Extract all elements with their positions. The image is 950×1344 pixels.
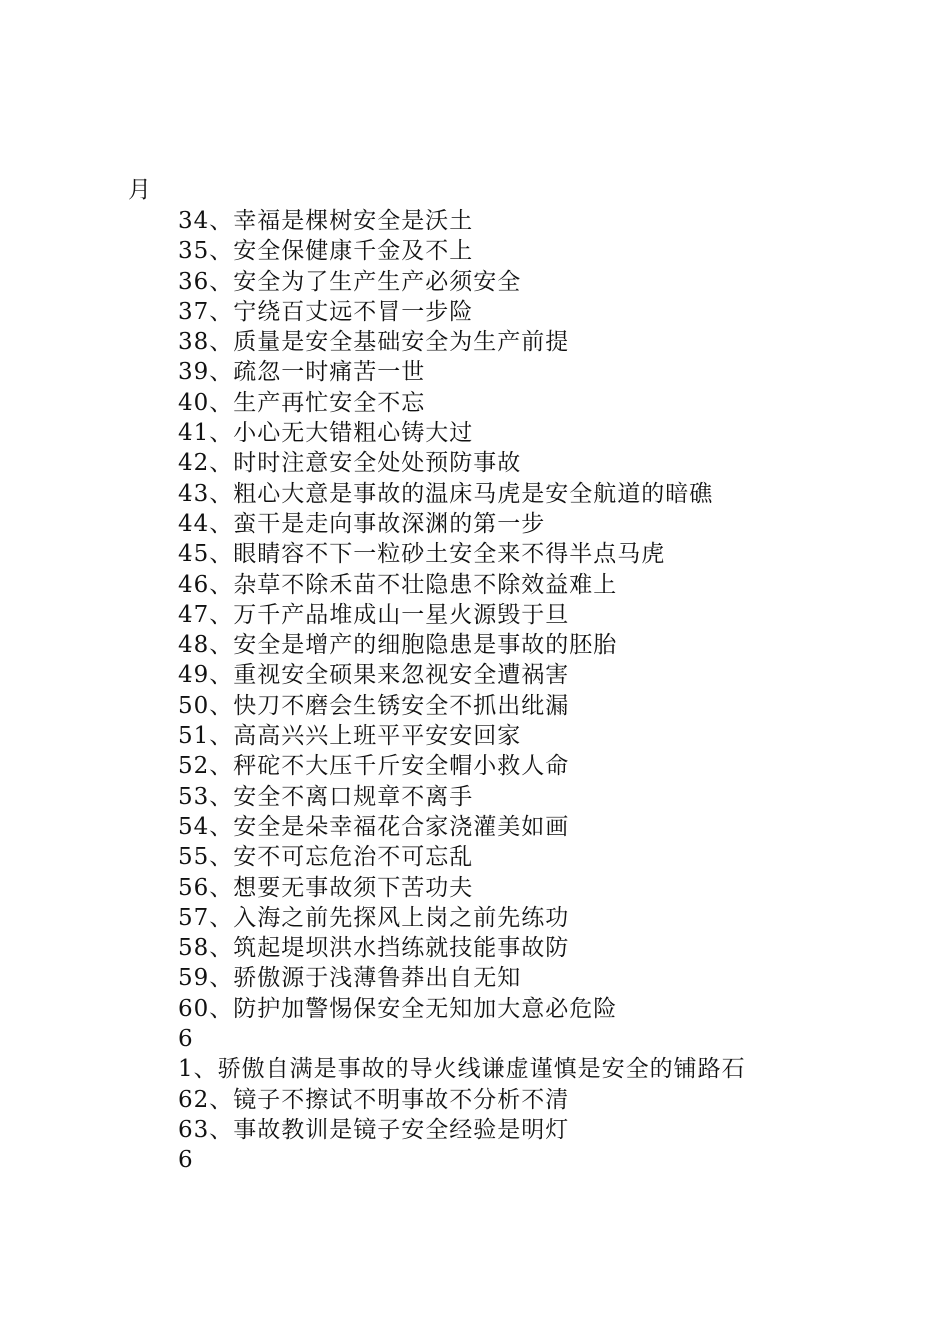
list-item: 54、安全是朵幸福花合家浇灌美如画	[178, 813, 570, 840]
list-item: 50、快刀不磨会生锈安全不抓出纰漏	[178, 692, 570, 719]
list-item: 57、入海之前先探风上岗之前先练功	[178, 904, 570, 931]
list-item: 38、质量是安全基础安全为生产前提	[178, 329, 570, 356]
list-item: 62、镜子不擦试不明事故不分析不清	[178, 1086, 570, 1113]
list-item: 36、安全为了生产生产必须安全	[178, 268, 522, 295]
list-item: 46、杂草不除禾苗不壮隐患不除效益难上	[178, 571, 618, 598]
list-item: 60、防护加警惕保安全无知加大意必危险	[178, 995, 618, 1022]
list-item: 53、安全不离口规章不离手	[178, 783, 474, 810]
list-item: 56、想要无事故须下苦功夫	[178, 874, 474, 901]
list-item: 6	[178, 1147, 194, 1174]
list-item: 39、疏忽一时痛苦一世	[178, 359, 426, 386]
list-item: 48、安全是增产的细胞隐患是事故的胚胎	[178, 632, 618, 659]
slogan-list	[178, 206, 746, 1176]
list-item: 44、蛮干是走向事故深渊的第一步	[178, 510, 546, 537]
list-item: 59、骄傲源于浅薄鲁莽出自无知	[178, 965, 522, 992]
list-item: 58、筑起堤坝洪水挡练就技能事故防	[178, 935, 570, 962]
list-item: 35、安全保健康千金及不上	[178, 238, 474, 265]
list-item: 63、事故教训是镜子安全经验是明灯	[178, 1116, 570, 1143]
list-item: 52、秤砣不大压千斤安全帽小救人命	[178, 753, 570, 780]
lead-fragment: 月	[128, 177, 151, 203]
list-item: 45、眼睛容不下一粒砂土安全来不得半点马虎	[178, 541, 666, 568]
list-item: 47、万千产品堆成山一星火源毁于旦	[178, 601, 570, 628]
list-item: 55、安不可忘危治不可忘乱	[178, 844, 474, 871]
list-item: 34、幸福是棵树安全是沃土	[178, 208, 474, 234]
list-item: 43、粗心大意是事故的温床马虎是安全航道的暗礁	[178, 480, 714, 507]
list-item: 1、骄傲自满是事故的导火线谦虚谨慎是安全的铺路石	[178, 1056, 746, 1083]
list-item: 6	[178, 1026, 194, 1053]
list-item: 40、生产再忙安全不忘	[178, 389, 426, 416]
list-item: 51、高高兴兴上班平平安安回家	[178, 723, 522, 750]
list-item: 42、时时注意安全处处预防事故	[178, 450, 522, 477]
list-item: 41、小心无大错粗心铸大过	[178, 420, 474, 447]
list-item: 37、宁绕百丈远不冒一步险	[178, 298, 474, 325]
list-item: 49、重视安全硕果来忽视安全遭祸害	[178, 662, 570, 689]
